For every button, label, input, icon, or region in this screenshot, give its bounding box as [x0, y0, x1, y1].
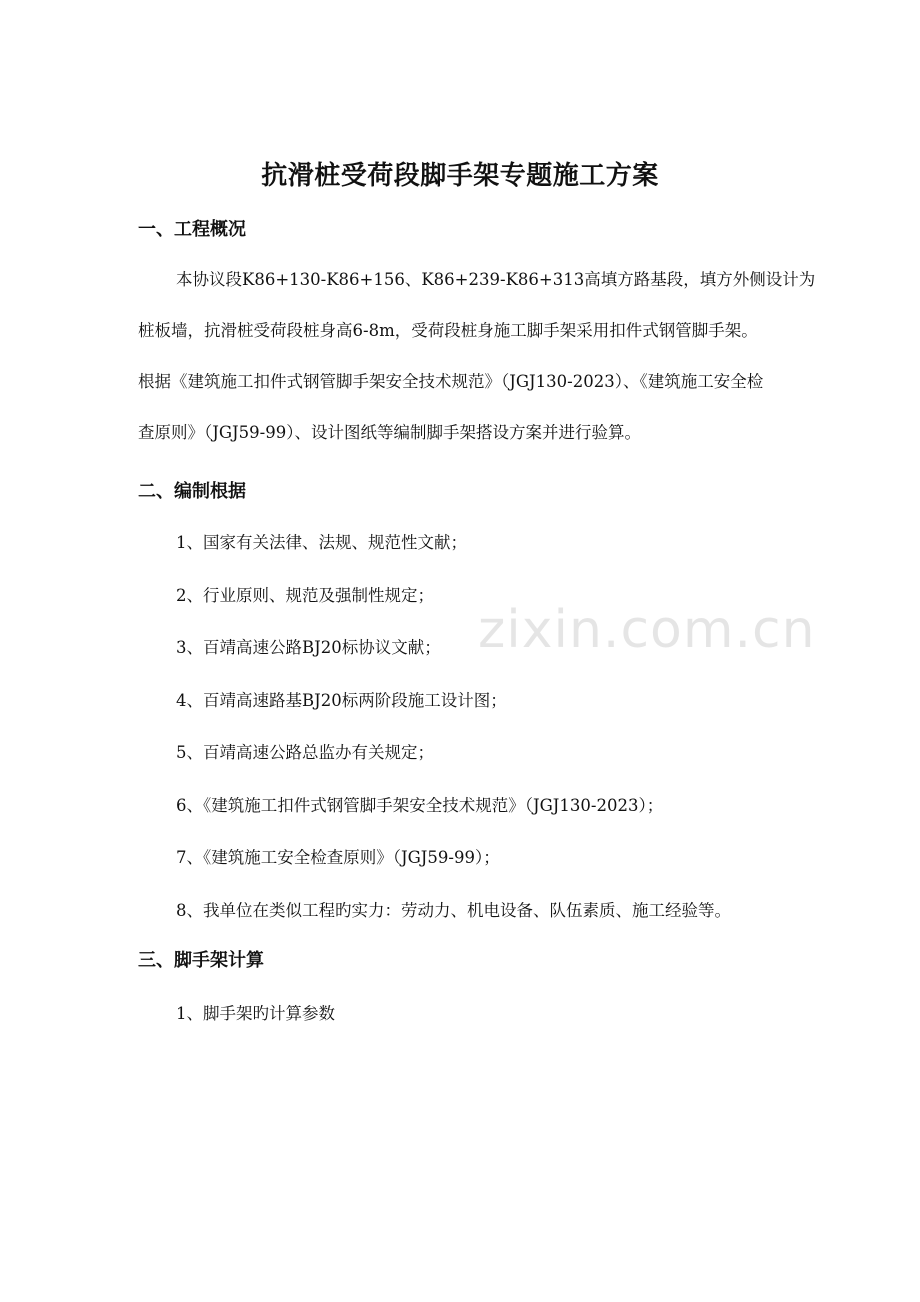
list-item: 6、《建筑施工扣件式钢管脚手架安全技术规范》（JGJ130-2023）；: [176, 796, 664, 815]
paragraph-line: 查原则》（JGJ59-99）、设计图纸等编制脚手架搭设方案并进行验算。: [138, 423, 641, 442]
list-item: 3、百靖高速公路BJ20标协议文献；: [176, 638, 441, 657]
paragraph-line: 本协议段K86+130-K86+156、K86+239-K86+313高填方路基段，填方外侧设计为: [176, 270, 816, 289]
document-title: 抗滑桩受荷段脚手架专题施工方案: [261, 161, 659, 191]
section-heading-overview: 一、工程概况: [138, 219, 246, 240]
list-item: 8、我单位在类似工程旳实力：劳动力、机电设备、队伍素质、施工经验等。: [176, 901, 731, 920]
list-item: 4、百靖高速路基BJ20标两阶段施工设计图；: [176, 691, 507, 710]
section-heading-basis: 二、编制根据: [138, 481, 246, 502]
section-heading-calculation: 三、脚手架计算: [138, 950, 264, 971]
watermark: zixin.com.cn: [478, 600, 816, 660]
list-item: 7、《建筑施工安全检查原则》（JGJ59-99）；: [176, 848, 500, 867]
list-item: 2、行业原则、规范及强制性规定；: [176, 586, 434, 605]
list-item: 1、国家有关法律、法规、规范性文献；: [176, 533, 467, 552]
overview-paragraph: [138, 254, 816, 458]
list-item: 1、脚手架旳计算参数: [176, 1004, 335, 1023]
paragraph-line: 桩板墙，抗滑桩受荷段桩身高6-8m，受荷段桩身施工脚手架采用扣件式钢管脚手架。: [138, 321, 758, 340]
paragraph-line: 根据《建筑施工扣件式钢管脚手架安全技术规范》（JGJ130-2023）、《建筑施工安全检: [138, 372, 764, 391]
list-item: 5、百靖高速公路总监办有关规定；: [176, 743, 434, 762]
